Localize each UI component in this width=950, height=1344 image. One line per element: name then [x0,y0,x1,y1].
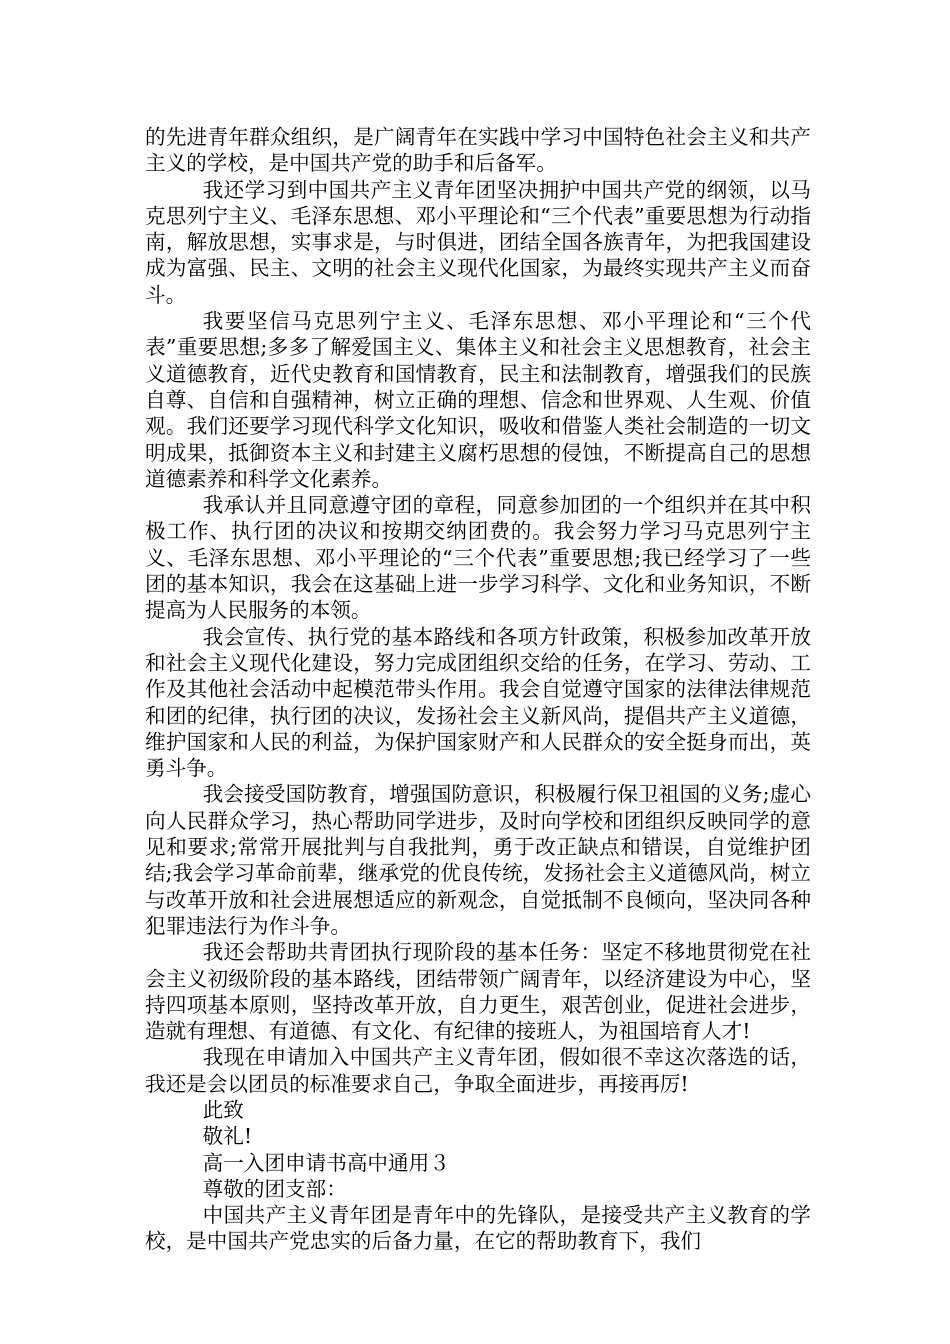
paragraph-charter: 我承认并且同意遵守团的章程，同意参加团的一个组织并在其中积极工作、执行团的决议和按期交纳团费的。我会努力学习马克思列宁主义、毛泽东思想、邓小平理论的“三个代表”重要思想;我已经学习了一些团的基本知识，我会在这基础上进一步学习科学、文化和业务知识，不断提高为人民服务的本领。 [145,493,811,623]
document-page [145,124,811,1255]
salute-line: 敬礼! [202,1124,253,1149]
closing-line: 此致 [202,1097,244,1122]
paragraph-continued: 的先进青年群众组织，是广阔青年在实践中学习中国特色社会主义和共产主义的学校，是中国共产党的助手和后备军。 [145,125,811,176]
paragraph-beliefs: 我要坚信马克思列宁主义、毛泽东思想、邓小平理论和“三个代表”重要思想;多多了解爱国主义、集体主义和社会主义思想教育，社会主义道德教育，近代史教育和国情教育，民主和法制教育，增强我们的民族自尊、自信和自强精神，树立正确的理想、信念和世界观、人生观、价值观。我们还要学习现代科学文化知识，吸收和借鉴人类社会制造的一切文明成果，抵御资本主义和封建主义腐朽思想的侵蚀，不断提高自己的思想道德素养和科学文化素养。 [145,309,811,491]
paragraph-league-program: 我还学习到中国共产主义青年团坚决拥护中国共产党的纲领，以马克思列宁主义、毛泽东思想、邓小平理论和“三个代表”重要思想为行动指南，解放思想，实事求是，与时俱进，团结全国各族青年，为把我国建设成为富强、民主、文明的社会主义现代化国家，为最终实现共产主义而奋斗。 [145,177,811,307]
paragraph-basic-tasks: 我还会帮助共青团执行现阶段的基本任务：坚定不移地贯彻党在社会主义初级阶段的基本路线，团结带领广阔青年，以经济建设为中心，坚持四项基本原则，坚持改革开放，自力更生，艰苦创业，促进社会进步，造就有理想、有道德、有文化、有纪律的接班人，为祖国培育人才! [145,940,811,1044]
paragraph-intro-next: 中国共产主义青年团是青年中的先锋队，是接受共产主义教育的学校，是中国共产党忠实的后备力量，在它的帮助教育下，我们 [145,1203,811,1254]
paragraph-national-defense: 我会接受国防教育，增强国防意识，积极履行保卫祖国的义务;虚心向人民群众学习，热心帮助同学进步，及时向学校和团组织反映同学的意见和要求;常常开展批判与自我批判，勇于改正缺点和错误，自觉维护团结;我会学习革命前辈，继承党的优良传统，发扬社会主义道德风尚，树立与改革开放和社会进展想适应的新观念，自觉抵制不良倾向，坚决同各种犯罪违法行为作斗争。 [145,782,811,938]
section-title: 高一入团申请书高中通用３ [202,1150,450,1175]
greeting-line: 尊敬的团支部： [202,1176,347,1201]
paragraph-application: 我现在申请加入中国共产主义青年团，假如很不幸这次落选的话，我还是会以团员的标准要求自己，争取全面进步，再接再厉! [145,1045,811,1096]
paragraph-party-line: 我会宣传、执行党的基本路线和各项方针政策，积极参加改革开放和社会主义现代化建设，努力完成团组织交给的任务，在学习、劳动、工作及其他社会活动中起模范带头作用。我会自觉遵守国家的法律法律规范和团的纪律，执行团的决议，发扬社会主义新风尚，提倡共产主义道德，维护国家和人民的利益，为保护国家财产和人民群众的安全挺身而出，英勇斗争。 [145,624,811,781]
